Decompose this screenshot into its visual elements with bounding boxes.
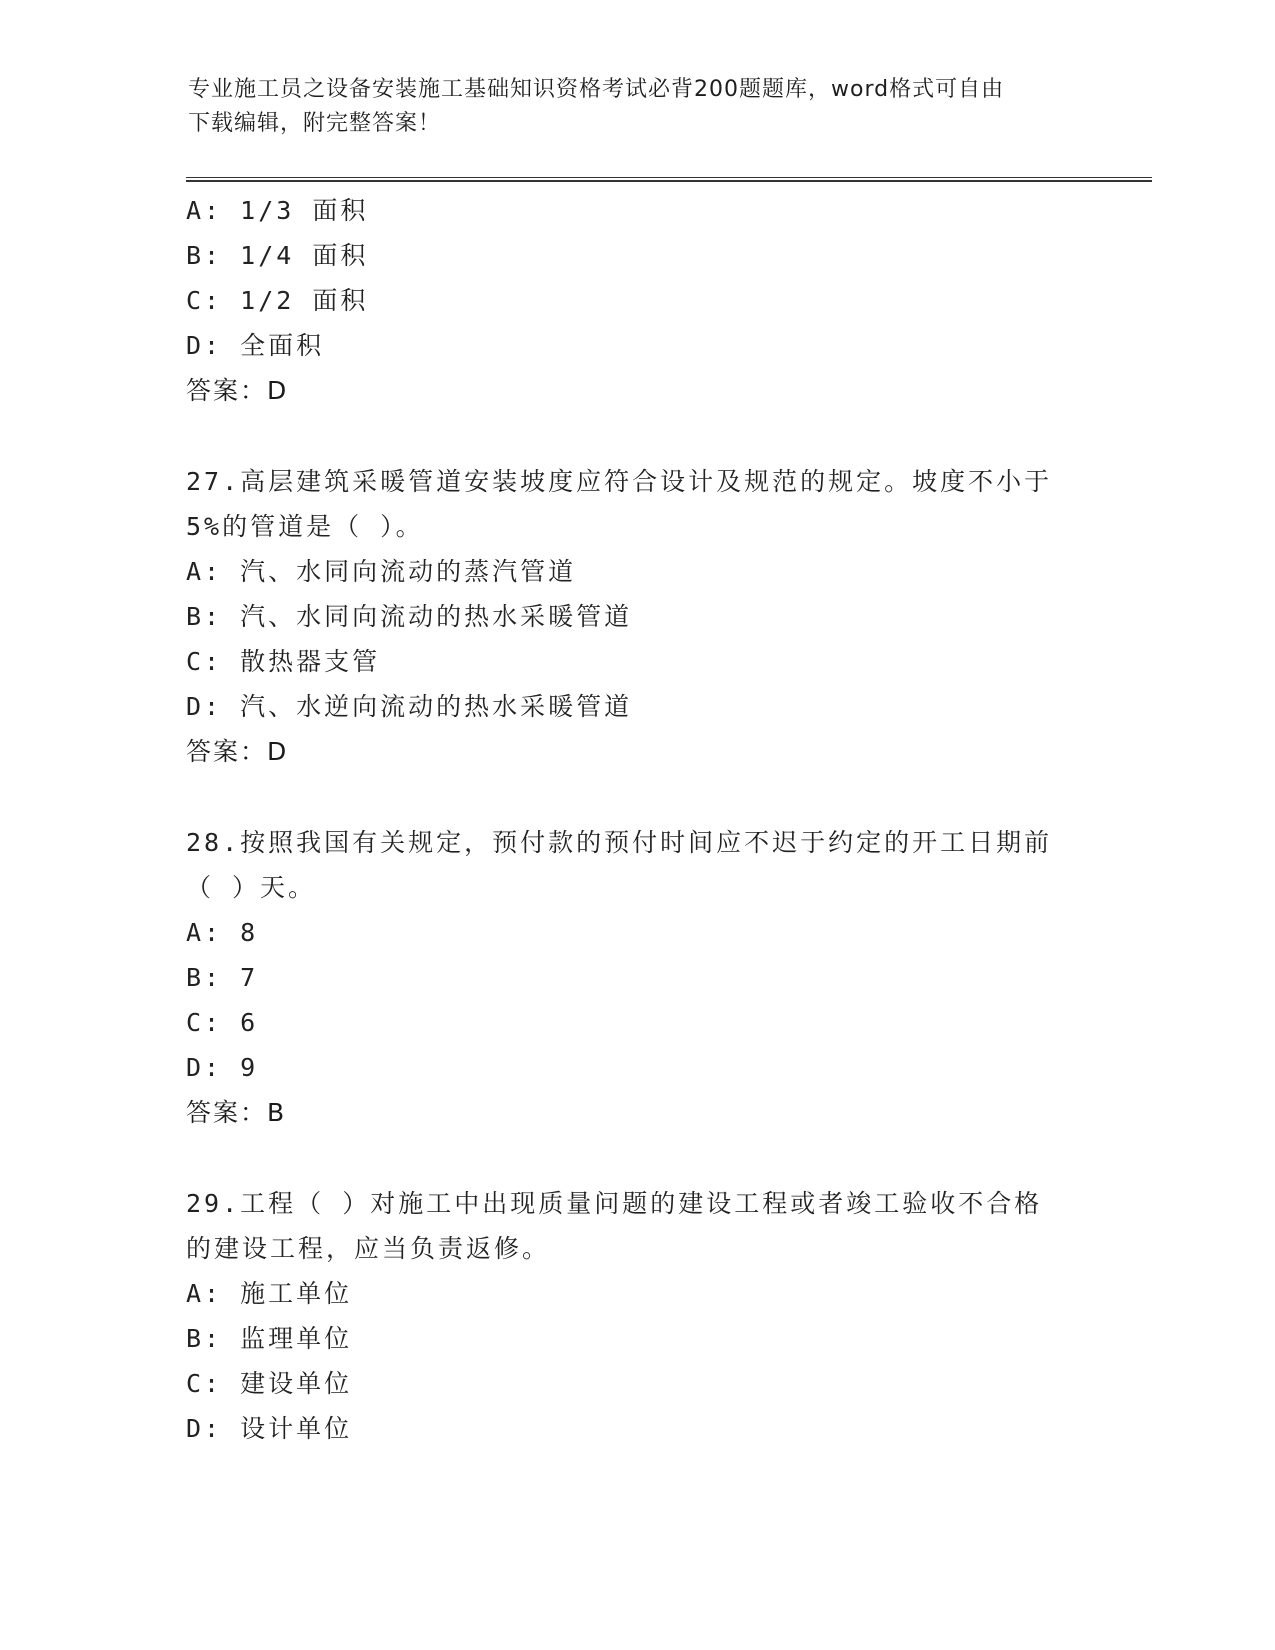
q28-answer: 答案：B — [186, 1098, 287, 1127]
question-26-block — [186, 188, 1086, 413]
question-29-block — [186, 1181, 1086, 1451]
document-header — [188, 73, 1068, 141]
header-line-2: 下载编辑，附完整答案！ — [188, 111, 442, 136]
q28-option-a: A: 8 — [186, 918, 259, 947]
q28-stem-line-1: 28.按照我国有关规定，预付款的预付时间应不迟于约定的开工日期前 — [186, 828, 1053, 857]
q28-option-d: D: 9 — [186, 1053, 259, 1082]
q27-option-a: A: 汽、水同向流动的蒸汽管道 — [186, 557, 577, 586]
header-line-1: 专业施工员之设备安装施工基础知识资格考试必背200题题库，word格式可自由 — [188, 77, 1005, 102]
q27-option-b: B: 汽、水同向流动的热水采暖管道 — [186, 602, 633, 631]
spacer — [186, 774, 1086, 820]
q26-option-c: C: 1/2 面积 — [186, 286, 369, 315]
q27-option-d: D: 汽、水逆向流动的热水采暖管道 — [186, 692, 633, 721]
spacer — [186, 1135, 1086, 1181]
q27-option-c: C: 散热器支管 — [186, 647, 381, 676]
q28-stem-line-2: （ ）天。 — [186, 873, 317, 902]
q26-option-a: A: 1/3 面积 — [186, 196, 369, 225]
q27-stem-line-1: 27.高层建筑采暖管道安装坡度应符合设计及规范的规定。坡度不小于 — [186, 467, 1053, 496]
question-28-block — [186, 820, 1086, 1135]
q29-option-a: A: 施工单位 — [186, 1279, 353, 1308]
question-list — [186, 188, 1086, 1451]
q29-option-b: B: 监理单位 — [186, 1324, 353, 1353]
q28-option-c: C: 6 — [186, 1008, 259, 1037]
spacer — [186, 413, 1086, 459]
q27-stem-line-2: 5%的管道是（ ）。 — [186, 512, 424, 541]
q27-answer: 答案：D — [186, 737, 289, 766]
q26-option-d: D: 全面积 — [186, 331, 325, 360]
q29-option-c: C: 建设单位 — [186, 1369, 353, 1398]
header-divider-thick — [186, 180, 1152, 182]
q29-stem-line-2: 的建设工程，应当负责返修。 — [186, 1234, 551, 1263]
q29-stem-line-1: 29.工程（ ）对施工中出现质量问题的建设工程或者竣工验收不合格 — [186, 1189, 1043, 1218]
q26-answer: 答案：D — [186, 376, 289, 405]
q29-option-d: D: 设计单位 — [186, 1414, 353, 1443]
question-27-block — [186, 459, 1086, 774]
q28-option-b: B: 7 — [186, 963, 259, 992]
q26-option-b: B: 1/4 面积 — [186, 241, 369, 270]
header-divider-thin — [186, 177, 1152, 178]
